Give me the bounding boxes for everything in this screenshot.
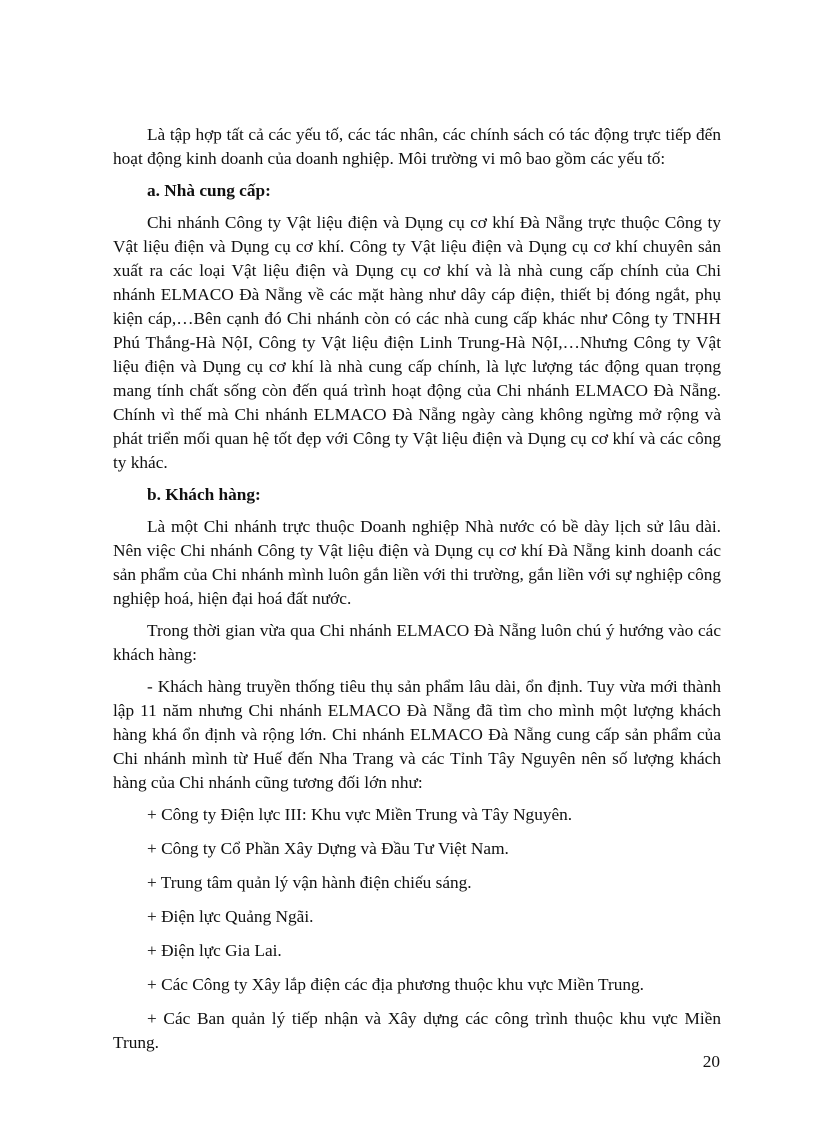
customers-paragraph-history: Là một Chi nhánh trực thuộc Doanh nghiệp Nhà nước có bề dày lịch sử lâu dài. Nên việc Chi nhánh Công ty Vật liệu điện và Dụng cụ cơ khí Đà Nẵng kinh doanh các sản phẩm của Chi nhánh mình luôn gắn liền với thi trường, gắn liền với sự nghiệp công nghiệp hoá, hiện đại hoá đất nước. xyxy=(113,517,721,608)
customer-list-item: + Điện lực Quảng Ngãi. xyxy=(147,907,314,926)
intro-paragraph: Là tập hợp tất cả các yếu tố, các tác nhân, các chính sách có tác động trực tiếp đến hoạt động kinh doanh của doanh nghiệp. Môi trường vi mô bao gồm các yếu tố: xyxy=(113,125,721,168)
customer-list-item: + Công ty Điện lực III: Khu vực Miền Trung và Tây Nguyên. xyxy=(147,805,573,824)
section-heading-suppliers: a. Nhà cung cấp: xyxy=(147,181,271,200)
page-number: 20 xyxy=(702,1052,720,1071)
customer-list-item: + Trung tâm quản lý vận hành điện chiếu sáng. xyxy=(147,873,472,892)
customer-list-item: + Các Ban quản lý tiếp nhận và Xây dựng các công trình thuộc khu vực Miền Trung. xyxy=(113,1009,721,1052)
customer-list-item: + Các Công ty Xây lắp điện các địa phương thuộc khu vực Miền Trung. xyxy=(147,975,644,994)
document-body xyxy=(113,123,721,1065)
section-heading-customers: b. Khách hàng: xyxy=(147,485,261,504)
customers-paragraph-traditional: - Khách hàng truyền thống tiêu thụ sản phẩm lâu dài, ổn định. Tuy vừa mới thành lập 11 năm nhưng Chi nhánh ELMACO Đà Nẵng đã tìm cho mình một lượng khách hàng khá ổn định và rộng lớn. Chi nhánh ELMACO Đà Nẵng cung cấp sản phẩm của Chi nhánh mình từ Huế đến Nha Trang và các Tỉnh Tây Nguyên nên số lượng khách hàng của Chi nhánh cũng tương đối lớn như: xyxy=(113,677,721,792)
suppliers-paragraph: Chi nhánh Công ty Vật liệu điện và Dụng cụ cơ khí Đà Nẵng trực thuộc Công ty Vật liệu điện và Dụng cụ cơ khí. Công ty Vật liệu điện và Dụng cụ cơ khí chuyên sản xuất ra các loại Vật liệu điện và Dụng cụ cơ khí và là nhà cung cấp chính của Chi nhánh ELMACO Đà Nẵng về các mặt hàng như dây cáp điện, thiết bị đóng ngắt, phụ kiện cáp,…Bên cạnh đó Chi nhánh còn có các nhà cung cấp khác như Công ty TNHH Phú Thắng-Hà NộI, Công ty Vật liệu điện Linh Trung-Hà NộI,…Nhưng Công ty Vật liệu điện và Dụng cụ cơ khí là nhà cung cấp chính, là lực lượng tác động quan trọng mang tính chất sống còn đến quá trình hoạt động của Chi nhánh ELMACO Đà Nẵng. Chính vì thế mà Chi nhánh ELMACO Đà Nẵng ngày càng không ngừng mở rộng và phát triển mối quan hệ tốt đẹp với Công ty Vật liệu điện và Dụng cụ cơ khí và các công ty khác. xyxy=(113,213,721,472)
customer-list-item: + Điện lực Gia Lai. xyxy=(147,941,282,960)
customers-paragraph-focus: Trong thời gian vừa qua Chi nhánh ELMACO Đà Nẵng luôn chú ý hướng vào các khách hàng: xyxy=(113,621,721,664)
customer-list-item: + Công ty Cổ Phần Xây Dựng và Đầu Tư Việt Nam. xyxy=(147,839,509,858)
